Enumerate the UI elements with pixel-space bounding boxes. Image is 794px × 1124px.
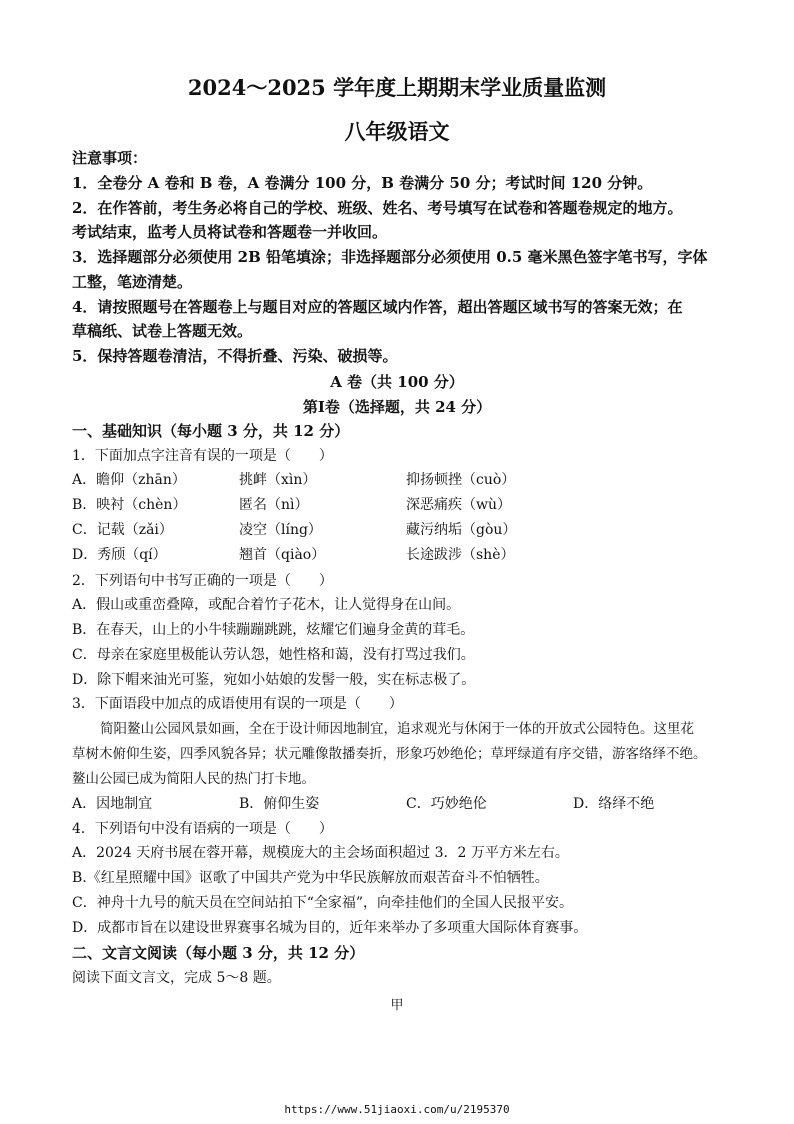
q3-passage-3: 鳌山公园已成为简阳人民的热门打卡地。 [72, 771, 315, 787]
notice-5: 5．保持答题卷清洁，不得折叠、污染、破损等。 [72, 347, 398, 365]
q1-a-3: 抑扬顿挫（cuò） [406, 472, 516, 488]
notice-3b: 工整，笔迹清楚。 [72, 273, 193, 291]
section-a-heading: A 卷（共 100 分） [330, 373, 464, 391]
notice-heading: 注意事项： [72, 149, 148, 167]
reading-instruction: 阅读下面文言文，完成 5～8 题。 [72, 970, 281, 986]
q3-option-d: D．络绎不绝 [573, 796, 655, 812]
q1-b-3: 深恶痛疾（wù） [406, 497, 511, 513]
q1-d-1: D．秀颀（qí） [72, 547, 167, 563]
q1-a-1: A．瞻仰（zhān） [72, 472, 186, 488]
q2-option-c: C．母亲在家庭里极能认劳认怨，她性格和蔼，没有打骂过我们。 [72, 647, 475, 663]
q1-d-2: 翘首（qiào） [239, 547, 326, 563]
q1-b-1: B．映衬（chèn） [72, 497, 187, 513]
part-1-heading: 第Ⅰ卷（选择题，共 24 分） [302, 398, 492, 416]
q2-stem: 2．下列语句中书写正确的一项是（ ） [72, 573, 333, 589]
q3-passage-2: 草树木俯仰生姿，四季风貌各异；状元雕像散播奏折，形象巧妙绝伦；草坪绿道有序交错，游客络绎不绝。 [72, 746, 707, 762]
q4-option-c: C．神舟十九号的航天员在空间站拍下“全家福”，向牵挂他们的全国人民报平安。 [72, 895, 574, 911]
q4-option-b: B.《红星照耀中国》讴歌了中国共产党为中华民族解放而艰苦奋斗不怕牺牲。 [72, 870, 549, 886]
exam-subtitle: 八年级语文 [344, 119, 450, 144]
q1-c-1: C．记载（zǎi） [72, 522, 173, 538]
q1-stem: 1．下面加点字注音有误的一项是（ ） [72, 448, 333, 464]
notice-2b: 考试结束，监考人员将试卷和答题卷一并收回。 [72, 223, 388, 241]
q2-option-a: A．假山或重峦叠障，或配合着竹子花木，让人觉得身在山间。 [72, 597, 461, 613]
notice-3a: 3．选择题部分必须使用 2B 铅笔填涂；非选择题部分必须使用 0.5 毫米黑色签字笔书写，字体 [72, 248, 708, 266]
footer-url[interactable] [0, 1103, 794, 1116]
q3-stem: 3．下面语段中加点的成语使用有误的一项是（ ） [72, 696, 403, 712]
notice-4b: 草稿纸、试卷上答题无效。 [72, 322, 253, 340]
passage-jia-label: 甲 [390, 998, 404, 1013]
section-2-heading: 二、文言文阅读（每小题 3 分，共 12 分） [72, 944, 365, 962]
q1-c-3: 藏污纳垢（gòu） [406, 522, 517, 538]
q4-option-d: D．成都市旨在以建设世界赛事名城为目的，近年来举办了多项重大国际体育赛事。 [72, 920, 588, 936]
q1-b-2: 匿名（nì） [239, 497, 309, 513]
q1-a-2: 挑衅（xìn） [239, 472, 317, 488]
q1-c-2: 凌空（líng） [239, 522, 322, 538]
q3-passage-1: 简阳鳌山公园风景如画，全在于设计师因地制宜，追求观光与休闲于一体的开放式公园特色。这里花 [100, 721, 694, 737]
section-1-heading: 一、基础知识（每小题 3 分，共 12 分） [72, 422, 350, 440]
footer-link[interactable]: https://www.51jiaoxi.com/u/2195370 [284, 1103, 510, 1116]
notice-2a: 2．在作答前，考生务必将自己的学校、班级、姓名、考号填写在试卷和答题卷规定的地方。 [72, 199, 683, 217]
q1-d-3: 长途跋涉（shè） [406, 547, 515, 563]
notice-1: 1．全卷分 A 卷和 B 卷，A 卷满分 100 分，B 卷满分 50 分；考试时间 120 分钟。 [72, 174, 653, 192]
q4-stem: 4．下列语句中没有语病的一项是（ ） [72, 821, 333, 837]
q3-option-c: C．巧妙绝伦 [406, 796, 487, 812]
exam-title: 2024～2025 学年度上期期末学业质量监测 [187, 75, 607, 100]
q4-option-a: A．2024 天府书展在蓉开幕，规模庞大的主会场面积超过 3．2 万平方米左右。 [72, 845, 569, 861]
q2-option-d: D．除下帽来油光可鉴，宛如小姑娘的发髻一般，实在标志极了。 [72, 672, 476, 688]
q3-option-b: B．俯仰生姿 [239, 796, 320, 812]
q2-option-b: B．在春天，山上的小牛犊蹦蹦跳跳，炫耀它们遍身金黄的茸毛。 [72, 622, 475, 638]
q3-option-a: A．因地制宜 [72, 796, 153, 812]
notice-4a: 4．请按照题号在答题卷上与题目对应的答题区域内作答，超出答题区域书写的答案无效；在 [72, 298, 683, 316]
